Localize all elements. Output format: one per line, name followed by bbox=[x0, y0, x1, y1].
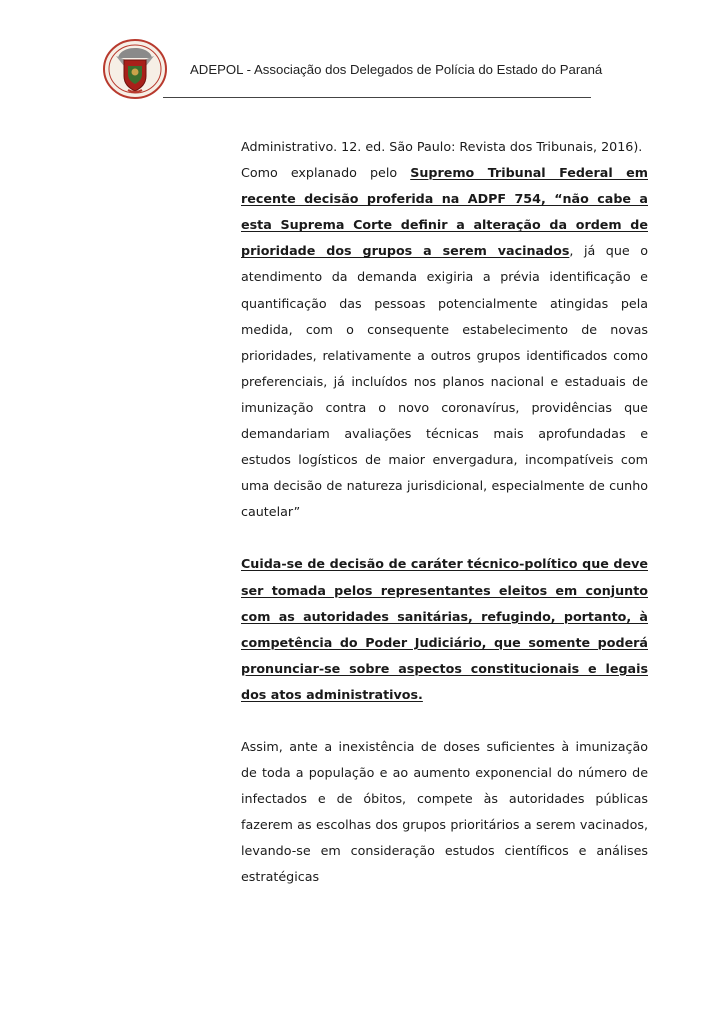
document-body bbox=[241, 134, 648, 891]
paragraph-stf-decision bbox=[241, 160, 648, 525]
emphasized-quote: Supremo Tribunal Federal em recente decisão proferida na ADPF 754, “não cabe a esta Suprema Corte definir a alteração da ordem de prioridade dos grupos a serem vacinados bbox=[241, 165, 648, 259]
paragraph-citation-end: Administrativo. 12. ed. São Paulo: Revista dos Tribunais, 2016). bbox=[241, 139, 643, 154]
paragraph-conclusion: Assim, ante a inexistência de doses suficientes à imunização de toda a população e ao aumento exponencial do número de infectados e de óbitos, compete às autoridades públicas fazerem as escolhas dos grupos prioritários a serem vacinados, levando-se em consideração estudos científicos e análises estratégicas bbox=[241, 738, 648, 885]
paragraph-spacer bbox=[241, 708, 648, 734]
organization-name: ADEPOL - Associação dos Delegados de Polícia do Estado do Paraná bbox=[190, 62, 603, 77]
header-divider bbox=[163, 97, 591, 98]
paragraph-continuation: , já que o atendimento da demanda exigiria a prévia identificação e quantificação das pessoas potencialmente atingidas pela medida, com o consequente estabelecimento de novas prioridades, relativamente a outros grupos identificados como preferenciais, já incluídos nos planos nacional e estaduais de imunização contra o novo coronavírus, providências que demandariam avaliações técnicas mais aprofundadas e estudos logísticos de maior envergadura, incompatíveis com uma decisão de natureza jurisdicional, especialmente de cunho cautelar” bbox=[241, 243, 648, 520]
paragraph-spacer bbox=[241, 525, 648, 551]
paragraph-technical-political: Cuida-se de decisão de caráter técnico-político que deve ser tomada pelos representantes eleitos em conjunto com as autoridades sanitárias, refugindo, portanto, à competência do Poder Judiciário, que somente poderá pronunciar-se sobre aspectos constitucionais e legais dos atos administrativos. bbox=[241, 556, 648, 702]
seal-logo bbox=[102, 38, 168, 100]
page-header bbox=[0, 0, 724, 110]
paragraph-intro: Como explanado pelo bbox=[241, 165, 411, 181]
